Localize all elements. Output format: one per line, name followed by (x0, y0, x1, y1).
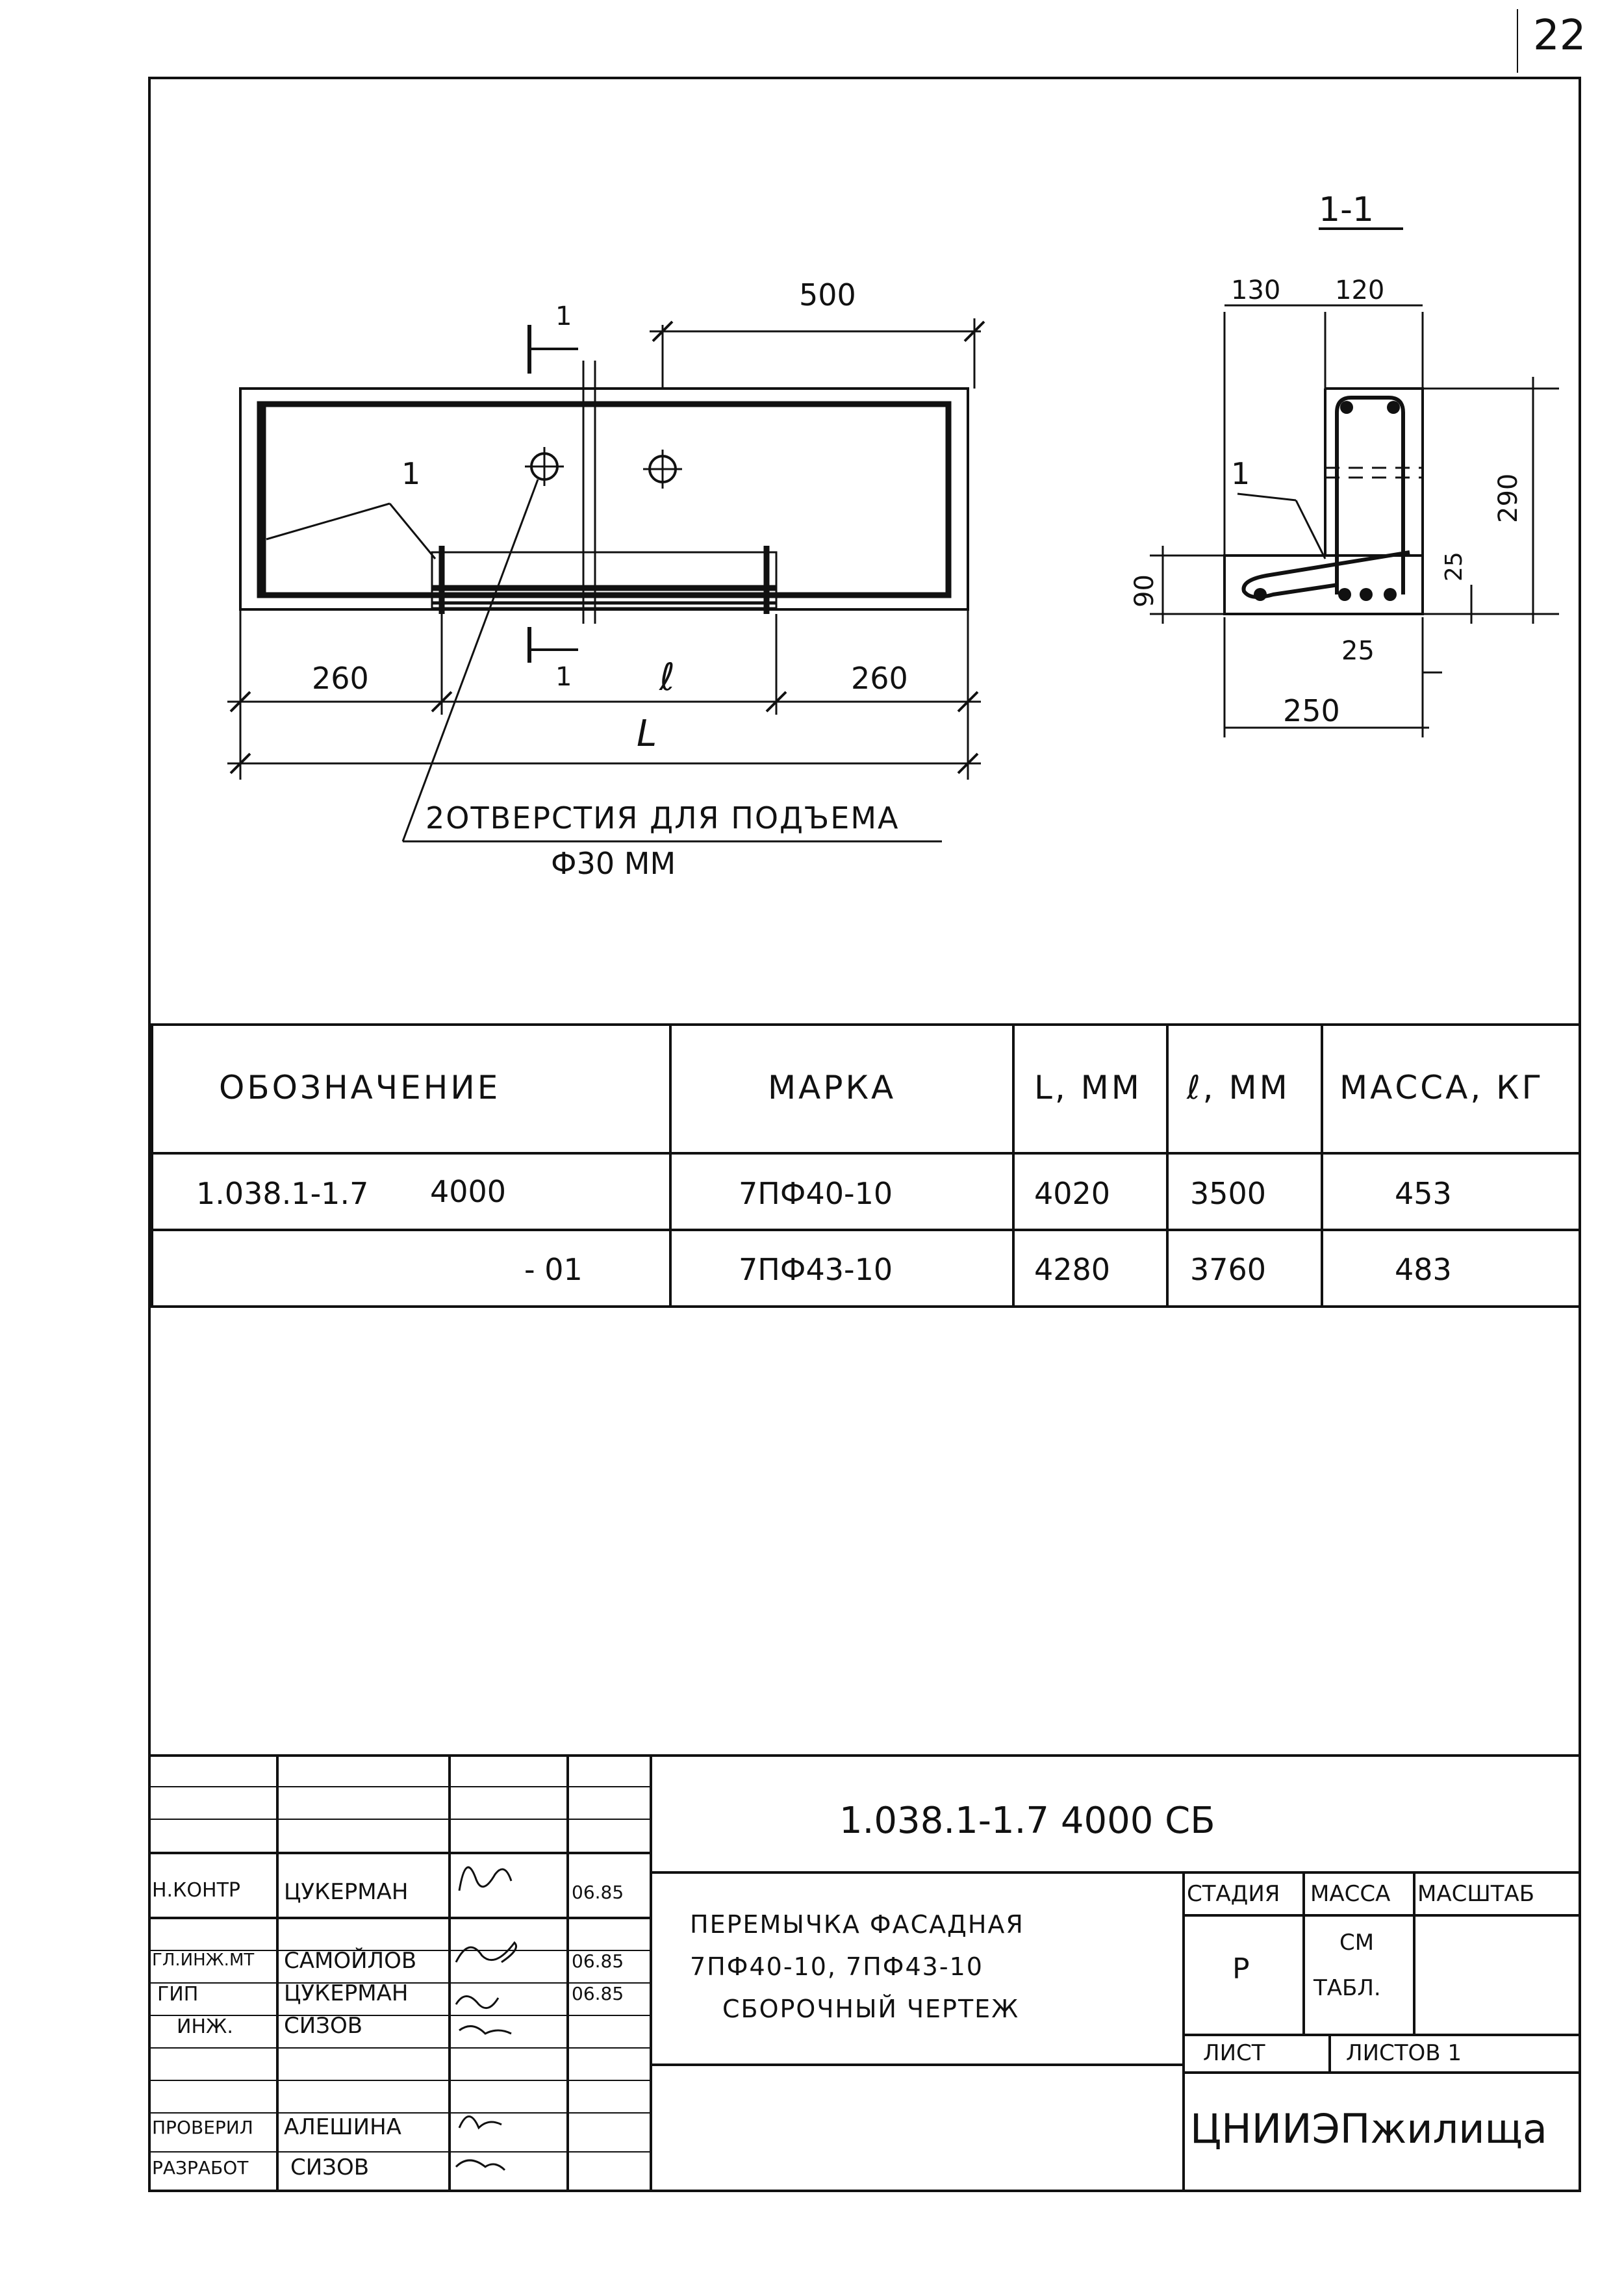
sec-dim-25-right: 25 (1441, 552, 1467, 581)
sig-date-3: 06.85 (572, 1983, 624, 2004)
row2-mass: 483 (1395, 1252, 1452, 1287)
col-header-l: ℓ, ММ (1187, 1069, 1290, 1106)
sig-name-6: СИЗОВ (290, 2154, 370, 2180)
row1-mark: 7ПФ40-10 (739, 1176, 893, 1211)
sig-role-4: ИНЖ. (177, 2015, 233, 2038)
sheet-label: ЛИСТ (1203, 2040, 1265, 2066)
sig-role-5: ПРОВЕРИЛ (152, 2117, 253, 2138)
signature-scribbles (456, 1867, 516, 2170)
dim-260-right: 260 (851, 661, 908, 696)
title-line2: 7ПФ40-10, 7ПФ43-10 (690, 1952, 983, 1981)
sheet-number: 22 (1533, 12, 1586, 60)
section-mark-top: 1 (555, 301, 572, 331)
sig-role-1: Н.КОНТР (152, 1879, 240, 1902)
sig-role-6: РАЗРАБОТ (152, 2157, 249, 2178)
sig-role-2: ГЛ.ИНЖ.МТ (152, 1950, 255, 1970)
sig-date-2: 06.85 (572, 1950, 624, 1972)
sig-date-1: 06.85 (572, 1882, 624, 1903)
hole-note-line2: Ф30 ММ (551, 846, 676, 881)
row2-l: 3760 (1190, 1252, 1267, 1287)
mass-value-line1: СМ (1339, 1930, 1375, 1956)
doc-code: 1.038.1-1.7 4000 СБ (839, 1800, 1215, 1842)
title-line3: СБОРОЧНЫЙ ЧЕРТЕЖ (722, 1995, 1020, 2023)
section-mark-bottom: 1 (555, 662, 572, 692)
row1-designation-code: 1.038.1-1.7 (196, 1176, 369, 1211)
leader-1-plan: 1 (401, 456, 421, 491)
hole-note-line1: 2ОТВЕРСТИЯ ДЛЯ ПОДЪЕМА (425, 800, 900, 836)
sec-dim-120: 120 (1335, 275, 1385, 305)
col-header-mark: МАРКА (768, 1069, 896, 1106)
row2-designation-suffix: - 01 (524, 1252, 583, 1287)
sec-dim-130: 130 (1231, 275, 1281, 305)
reinforcement-cage (260, 404, 948, 595)
stage-value: Р (1232, 1952, 1250, 1986)
row1-l: 3500 (1190, 1176, 1267, 1211)
mass-value-line2: ТАБЛ. (1313, 1975, 1381, 2001)
sig-name-1: ЦУКЕРМАН (284, 1879, 409, 1905)
sig-name-4: СИЗОВ (284, 2013, 363, 2039)
sec-dim-250: 250 (1283, 693, 1340, 728)
col-header-designation: ОБОЗНАЧЕНИЕ (219, 1069, 501, 1106)
sec-dim-90: 90 (1130, 574, 1160, 607)
dim-L: L (637, 713, 657, 755)
row1-designation-suffix: 4000 (430, 1174, 507, 1209)
sig-name-3: ЦУКЕРМАН (284, 1980, 409, 2006)
sig-role-3: ГИП (157, 1983, 199, 2006)
spec-table (151, 1023, 1581, 1308)
sig-name-5: АЛЕШИНА (284, 2114, 401, 2140)
title-line1: ПЕРЕМЫЧКА ФАСАДНАЯ (690, 1910, 1024, 1939)
sec-dim-290: 290 (1493, 473, 1523, 523)
col-header-L: L, ММ (1034, 1069, 1142, 1106)
leader-1-section: 1 (1231, 456, 1250, 491)
beam-outline (240, 389, 968, 609)
section-title: 1-1 (1319, 190, 1374, 229)
sheets-label: ЛИСТОВ 1 (1346, 2040, 1462, 2066)
col-header-mass: МАССА, КГ (1339, 1069, 1545, 1106)
row1-L: 4020 (1034, 1176, 1111, 1211)
title-block (151, 1754, 1581, 2192)
dim-500: 500 (799, 277, 856, 313)
sig-name-2: САМОЙЛОВ (284, 1948, 417, 1974)
row2-mark: 7ПФ43-10 (739, 1252, 893, 1287)
row2-L: 4280 (1034, 1252, 1111, 1287)
scale-label: МАСШТАБ (1417, 1881, 1535, 1907)
organization: ЦНИИЭПжилища (1190, 2105, 1547, 2153)
plan-and-section-drawing (0, 0, 1624, 1014)
mass-label: МАССА (1310, 1881, 1391, 1907)
row1-mass: 453 (1395, 1176, 1452, 1211)
dim-l-small: ℓ (659, 655, 675, 699)
sec-dim-25-bottom: 25 (1341, 636, 1375, 666)
stage-label: СТАДИЯ (1187, 1881, 1280, 1907)
dim-260-left: 260 (312, 661, 369, 696)
